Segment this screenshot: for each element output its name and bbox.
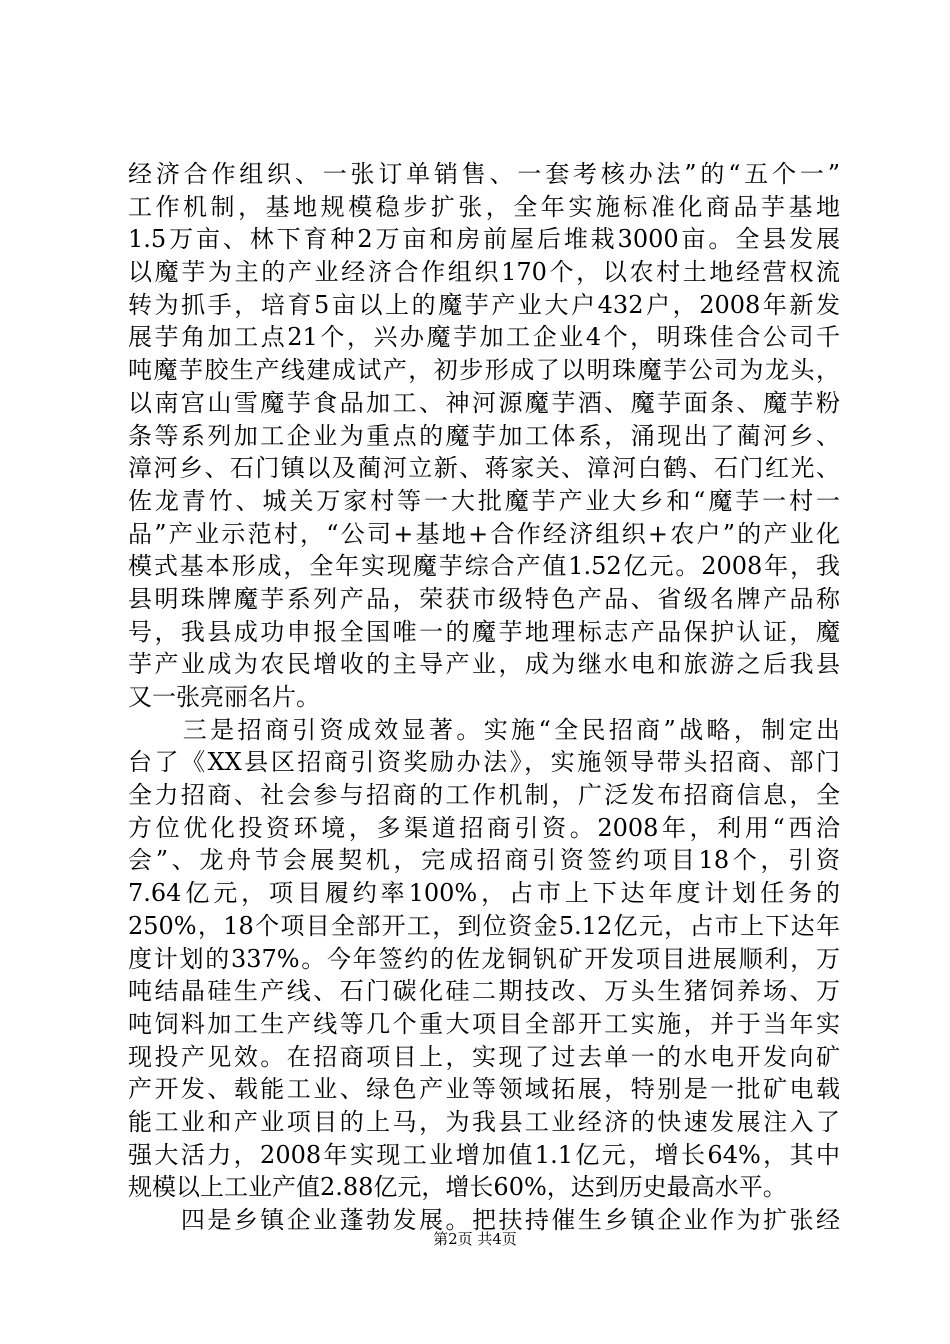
text-line: 能工业和产业项目的上马，为我县工业经济的快速发展注入了	[128, 1107, 840, 1136]
page-footer: 第2页 共4页	[433, 1230, 517, 1248]
text-line: 度计划的337%。今年签约的佐龙铜钒矿开发项目进展顺利，万	[128, 944, 840, 973]
text-line: 号，我县成功申报全国唯一的魔芋地理标志产品保护认证，魔	[128, 617, 840, 646]
text-line: 条等系列加工企业为重点的魔芋加工体系，涌现出了蔺河乡、	[128, 421, 840, 450]
text-line: 以魔芋为主的产业经济合作组织170个，以农村土地经营权流	[128, 258, 840, 287]
text-line: 1.5万亩、林下育种2万亩和房前屋后堆栽3000亩。全县发展	[128, 225, 840, 254]
text-line: 以南宫山雪魔芋食品加工、神河源魔芋酒、魔芋面条、魔芋粉	[128, 388, 840, 417]
text-line: 现投产见效。在招商项目上，实现了过去单一的水电开发向矿	[128, 1042, 840, 1071]
text-line: 强大活力，2008年实现工业增加值1.1亿元，增长64%，其中	[128, 1140, 840, 1169]
text-line: 方位优化投资环境，多渠道招商引资。2008年，利用“西洽	[128, 813, 840, 842]
text-line: 漳河乡、石门镇以及蔺河立新、蒋家关、漳河白鹤、石门红光、	[128, 454, 840, 483]
text-line: 吨结晶硅生产线、石门碳化硅二期技改、万头生猪饲养场、万	[128, 977, 840, 1006]
text-line: 品”产业示范村，“公司+基地+合作经济组织+农户”的产业化	[128, 519, 840, 548]
text-line: 芋产业成为农民增收的主导产业，成为继水电和旅游之后我县	[128, 650, 840, 679]
text-line: 四是乡镇企业蓬勃发展。把扶持催生乡镇企业作为扩张经	[128, 1206, 840, 1234]
text-line: 工作机制，基地规模稳步扩张，全年实施标准化商品芋基地	[128, 192, 840, 221]
text-line: 250%，18个项目全部开工，到位资金5.12亿元，占市上下达年	[128, 911, 840, 940]
text-line: 规模以上工业产值2.88亿元，增长60%，达到历史最高水平。	[128, 1173, 787, 1202]
text-line: 经济合作组织、一张订单销售、一套考核办法”的“五个一”	[128, 160, 840, 188]
text-line: 吨魔芋胶生产线建成试产，初步形成了以明珠魔芋公司为龙头，	[128, 356, 840, 385]
text-line: 吨饲料加工生产线等几个重大项目全部开工实施，并于当年实	[128, 1009, 840, 1038]
text-line: 县明珠牌魔芋系列产品，荣获市级特色产品、省级名牌产品称	[128, 584, 840, 613]
text-line: 会”、龙舟节会展契机，完成招商引资签约项目18个，引资	[128, 846, 840, 875]
text-line: 全力招商、社会参与招商的工作机制，广泛发布招商信息，全	[128, 781, 840, 810]
text-line: 展芋角加工点21个，兴办魔芋加工企业4个，明珠佳合公司千	[128, 323, 840, 352]
text-line: 模式基本形成，全年实现魔芋综合产值1.52亿元。2008年，我	[128, 552, 840, 581]
text-line: 佐龙青竹、城关万家村等一大批魔芋产业大乡和“魔芋一村一	[128, 486, 840, 515]
text-line: 三是招商引资成效显著。实施“全民招商”战略，制定出	[128, 715, 840, 744]
text-line: 7.64亿元，项目履约率100%，占市上下达年度计划任务的	[128, 879, 840, 908]
text-line: 台了《XX县区招商引资奖励办法》，实施领导带头招商、部门	[128, 748, 840, 777]
document-body	[128, 158, 840, 1237]
text-line: 转为抓手，培育5亩以上的魔芋产业大户432户，2008年新发	[128, 290, 840, 319]
text-line: 产开发、载能工业、绿色产业等领域拓展，特别是一批矿电载	[128, 1075, 840, 1104]
text-line: 又一张亮丽名片。	[128, 683, 320, 711]
